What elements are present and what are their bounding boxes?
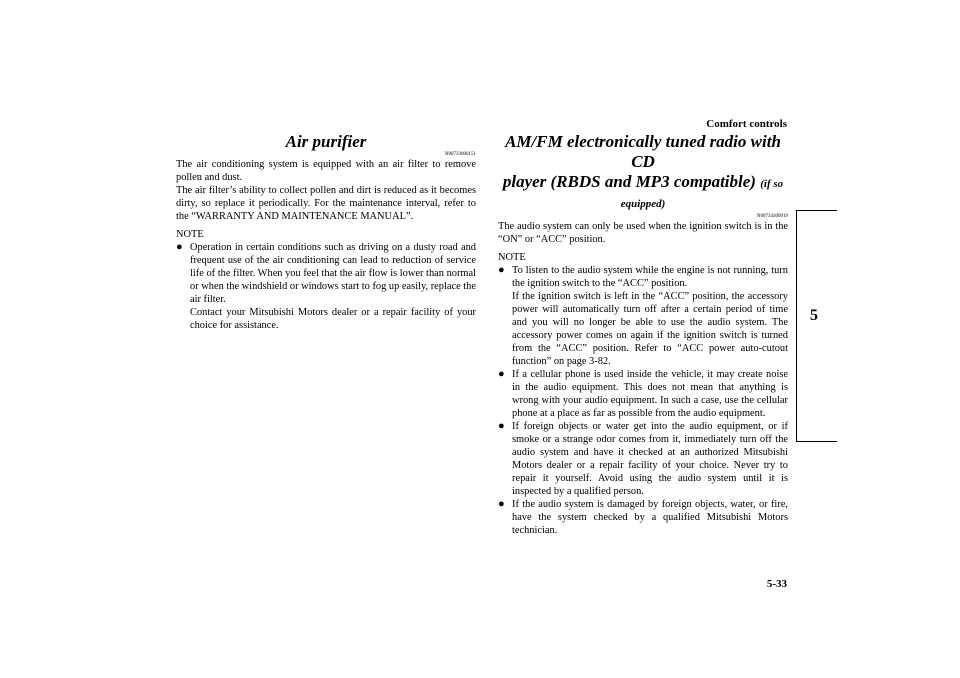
section-code: N00734300919 xyxy=(756,214,788,219)
note-text: If the audio system is damaged by foreign objects, water, or fire, have the system checked by a qualified Mitsubishi Motors technician. xyxy=(512,499,788,536)
note-extra: If the ignition switch is left in the “ACC” position, the accessory power will automatically turn off after a certain period of time and you will no longer be able to use the audio system. The accessory power comes on again if the ignition switch is turned from the “ACC” position. Refer to “ACC power auto-cutout function” on page 3-82. xyxy=(512,291,788,367)
note-item xyxy=(498,368,788,420)
intro-paragraph: The audio system can only be used when the ignition switch is in the “ON” or “ACC” position. xyxy=(498,221,788,245)
bullet-icon: ● xyxy=(498,368,505,380)
chapter-number: 5 xyxy=(810,307,818,324)
note-item xyxy=(498,420,788,498)
note-item xyxy=(498,498,788,537)
bullet-icon: ● xyxy=(498,264,505,276)
title-line-2 xyxy=(498,172,788,194)
audio-section xyxy=(498,132,788,537)
section-title-air-purifier: Air purifier xyxy=(285,132,367,151)
title-suffix-1: (if so xyxy=(760,178,784,190)
bullet-icon: ● xyxy=(498,420,505,432)
title-line-1: AM/FM electronically tuned radio with CD xyxy=(505,132,781,171)
section-code: N00733000151 xyxy=(444,152,476,157)
note-label: NOTE xyxy=(498,252,526,263)
bullet-icon: ● xyxy=(498,498,505,510)
chapter-tab xyxy=(796,210,837,442)
note-text: Operation in certain conditions such as driving on a dusty road and frequent use of the air conditioning can lead to reduction of service life of the filter. When you feel that the air flow is lower than normal or when the windshield or windows start to fog up easily, replace the air filter. xyxy=(190,242,476,305)
note-item xyxy=(176,241,476,332)
paragraph: The air filter’s ability to collect pollen and dirt is reduced as it becomes dirty, so replace it periodically. For the maintenance interval, refer to the “WARRANTY AND MAINTENANCE MANUAL”. xyxy=(176,185,476,222)
air-purifier-section xyxy=(176,132,476,332)
note-extra: Contact your Mitsubishi Motors dealer or a repair facility of your choice for assistance. xyxy=(190,307,476,331)
note-text: If foreign objects or water get into the audio equipment, or if smoke or a strange odor comes from it, immediately turn off the audio system and have it checked at an authorized Mitsubishi Motors dealer or a repair facility of your choice. Never try to repair it yourself. Avoid using the audio system until it is inspected by a qualified person. xyxy=(512,421,788,497)
bullet-icon: ● xyxy=(176,241,183,253)
note-label: NOTE xyxy=(176,229,204,240)
note-item xyxy=(498,264,788,368)
running-header: Comfort controls xyxy=(706,118,787,130)
paragraph: The air conditioning system is equipped with an air filter to remove pollen and dust. xyxy=(176,159,476,183)
note-text: To listen to the audio system while the engine is not running, turn the ignition switch to the “ACC” position. xyxy=(512,265,788,289)
title-line-2-main: player (RBDS and MP3 compatible) xyxy=(502,172,756,191)
note-text: If a cellular phone is used inside the vehicle, it may create noise in the audio equipment. This does not mean that anything is wrong with your audio equipment. In such a case, use the cellular phone at a place as far as possible from the audio equipment. xyxy=(512,369,788,419)
section-title-audio xyxy=(498,132,788,214)
title-suffix-2: equipped) xyxy=(620,198,666,210)
page-number: 5-33 xyxy=(766,578,787,590)
